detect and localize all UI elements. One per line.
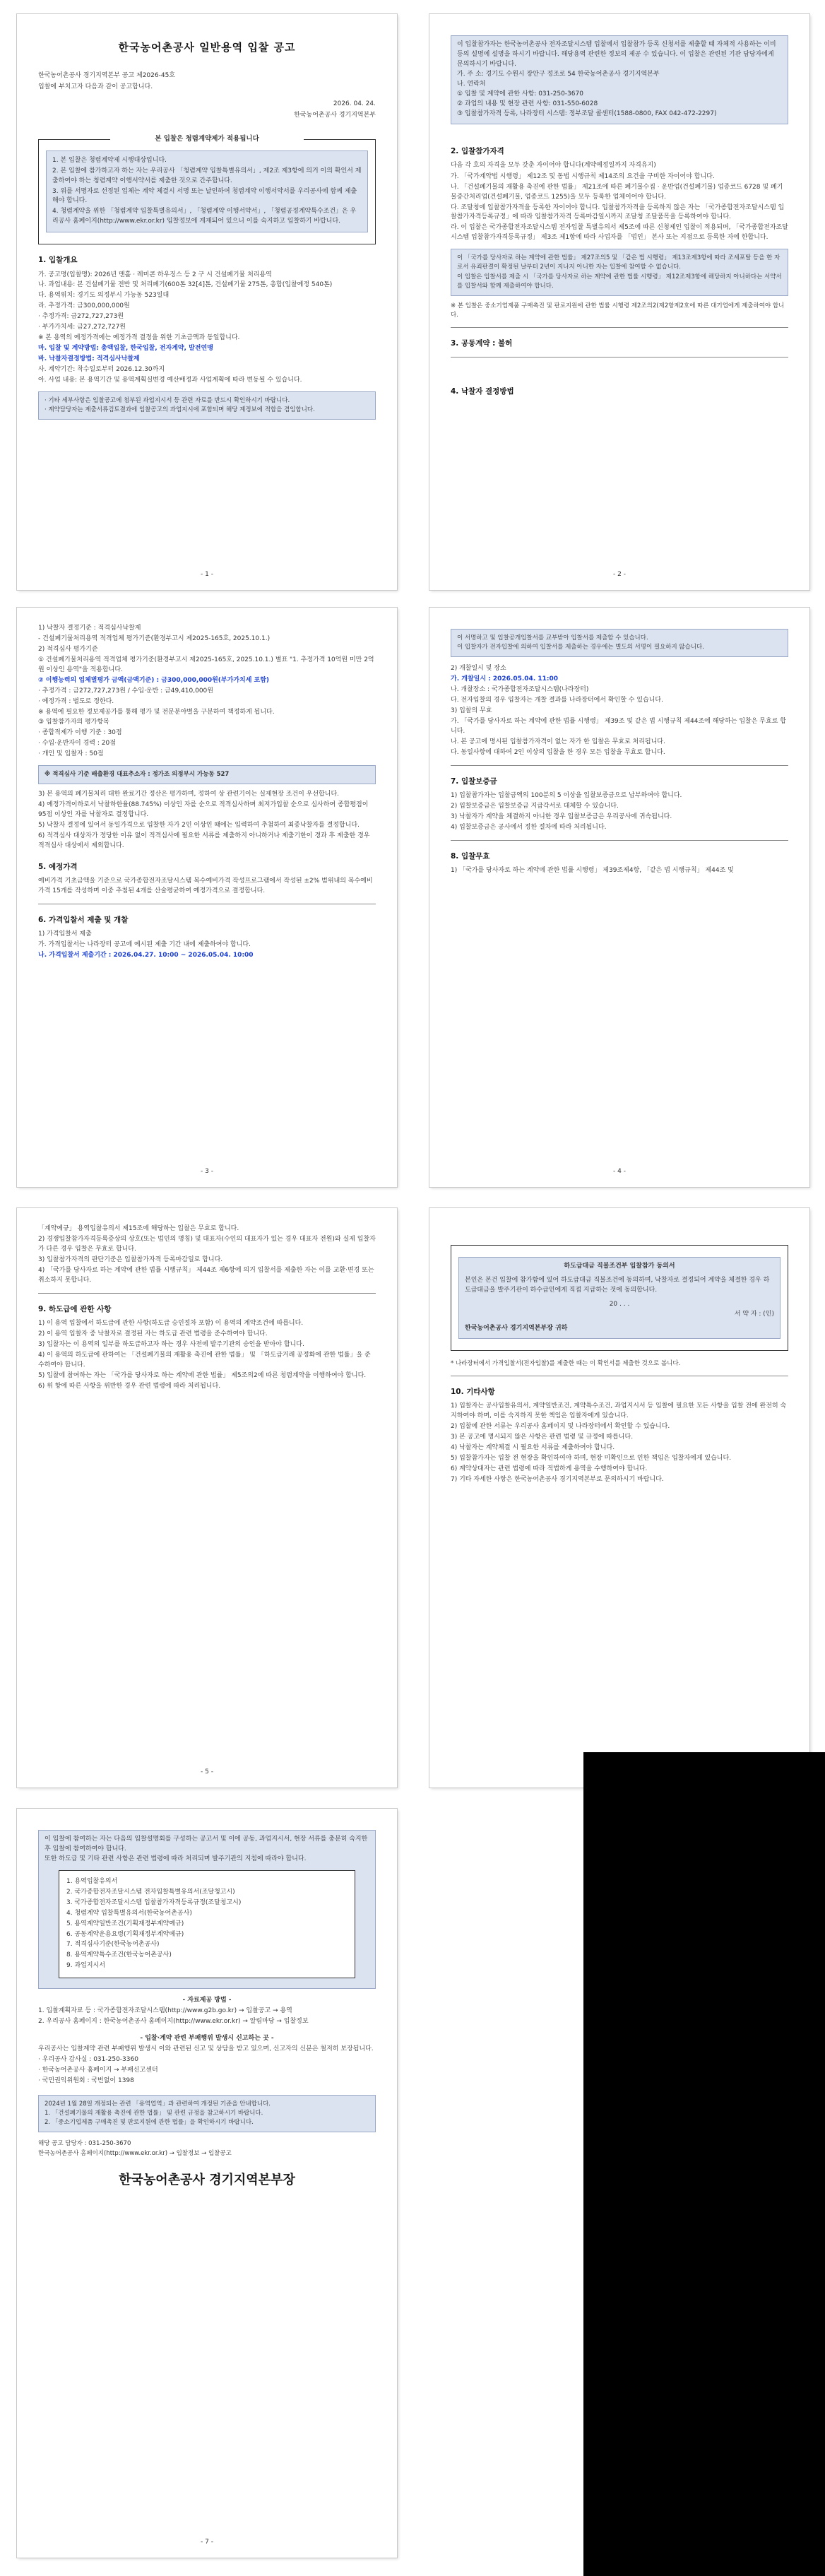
section-1-line: 나. 과업내용: 본 건설폐기물 전반 및 처리폐기(600톤 32[4]톤, 건설폐기물 275톤, 총합(입찰예정 540톤) [38, 281, 333, 289]
page-number: - 2 - [613, 571, 626, 579]
section-8-text: 1) 「국가를 당사자로 하는 계약에 관한 법률 시행령」 제39조제4항, 「같은 법 시행규칙」 제44조 및 [451, 867, 734, 875]
invalid-line: 4) 「국가를 당사자로 하는 계약에 관한 법률 시행규칙」 제44조 제6항에 의거 입찰서를 제출한 자는 이를 교환·변경 또는 취소하지 못합니다. [38, 1266, 374, 1284]
evaluation-line: · 예정가격 : 별도로 정한다. [38, 697, 114, 705]
section-7-line: 3) 낙찰자가 계약을 체결하지 아니한 경우 입찰보증금은 우리공사에 귀속됩니다. [451, 813, 672, 820]
contact-shade [451, 35, 788, 124]
section-1-line: 사. 계약기간: 착수일로부터 2026.12.30까지 [38, 365, 165, 373]
page-5 [17, 1208, 397, 1788]
evaluation-line: · 개인 및 입찰자 : 50점 [38, 750, 104, 758]
page-4 [429, 608, 809, 1187]
section-7-list [451, 791, 788, 833]
evaluation-line: ② 이행능력의 업체별평가 금액(금액기준) : 금300,000,000원(부가가치세 포함) [38, 676, 270, 684]
contact-line: ① 입찰 및 계약에 관한 사항: 031-250-3670 [457, 90, 583, 98]
opening-line: 3) 입찰의 무효 [451, 707, 492, 715]
contact-line: ② 과업의 내용 및 현장 관련 사항: 031-550-6028 [457, 100, 598, 107]
integrity-item: 1. 본 입찰은 청렴계약제 시행대상입니다. [52, 156, 167, 164]
section-7-line: 2) 입찰보증금은 입찰보증금 지급각서로 대체할 수 있습니다. [451, 802, 619, 810]
evaluation-shade: ※ 적격심사 기준 배출환경 대표추소자 : 정가조 의정부시 가능동 527 [38, 765, 376, 784]
evaluation-line: ① 건설폐기물처리용역 적격업체 평가기준(환경부고시 제2025-165호, 2025.10.1.) 별표 "1. 추정가격 10억원 미만 2억원 이상인 용역"을 적용합니다. [38, 656, 374, 673]
contact-line: 가. 주 소: 경기도 수원시 장안구 정조로 54 한국농어촌공사 경기지역본부 [457, 70, 660, 78]
issuer-name: 한국농어촌공사 경기지역본부 [294, 112, 376, 119]
consent-signer: 서 약 자 : (인) [734, 1310, 774, 1318]
section-2-note: ※ 본 입찰은 중소기업제품 구매촉진 및 판로지원에 관한 법률 시행령 제2조의2(제2항제2호에 따른 대기업에게 제출하여야 합니다. [451, 302, 785, 319]
divider [451, 765, 788, 766]
section-2-heading: 2. 입찰참가자격 [451, 146, 504, 155]
evaluation-line: - 건설폐기물처리용역 적격업체 평가기준(환경부고시 제2025-165호, 2025.10.1.) [38, 634, 271, 642]
section-9-line: 2) 이 용역 입찰자 중 낙찰자로 결정된 자는 하도급 관련 법령을 준수하여야 합니다. [38, 1330, 268, 1337]
section-2-list [451, 172, 788, 244]
footer-line: 해당 공고 담당자 : 031-250-3670 [38, 2140, 131, 2148]
document-item: 5. 용역계약일반조건(기획재정부계약예규) [66, 1920, 184, 1927]
section-1-heading: 1. 입찰개요 [38, 256, 78, 265]
divider [451, 327, 788, 328]
document-item: 7. 적격심사기준(한국농어촌공사) [66, 1941, 160, 1949]
page-number: - 5 - [201, 1768, 213, 1776]
section-3-heading: 3. 공동계약 : 불허 [451, 339, 513, 348]
section-2-item: 가. 「국가계약법 시행령」 제12조 및 동법 시행규칙 제14조의 요건을 구비한 자이어야 합니다. [451, 172, 715, 180]
page-number: - 4 - [613, 1168, 626, 1176]
section-1-list [38, 271, 376, 386]
section-7-line: 1) 입찰참가자는 입찰금액의 100분의 5 이상을 입찰보증금으로 납부하여야 합니다. [451, 792, 682, 800]
section-2-item: 다. 조달청에 입찰참가자격을 등록한 자이어야 합니다. 입찰참가자격을 등록하지 않은 자는 「국가종합전자조달시스템 입찰참가자격등록규정」에 따라 입찰참가자격 등록마감일시까지 조달청 조달품목을 등록하여야 합니다. [451, 203, 785, 221]
evaluation-line: 6) 적격심사 대상자가 정당한 이유 없이 적격심사에 필요한 서류를 제출하지 아니하거나 제출기한이 경과 후 제출한 경우 적격심사 대상에서 제외합니다. [38, 832, 370, 850]
report-list [38, 2045, 376, 2086]
consent-box [451, 1245, 788, 1351]
evaluation-line: · 추정가격 : 금272,727,273원 / 수입·운반 : 금49,410,000원 [38, 687, 213, 695]
page-number: - 1 - [201, 571, 213, 579]
section-9-line: 5) 입찰에 참여하는 자는 「국가를 당사자로 하는 계약에 관한 법률」 제5조의2에 따른 청렴계약을 이행하여야 합니다. [38, 1371, 367, 1379]
opening-line: 가. 개찰일시 : 2026.05.04. 11:00 [451, 675, 559, 683]
section-6-heading: 6. 가격입찰서 제출 및 개찰 [38, 916, 129, 925]
materials-list [38, 2007, 376, 2027]
evaluation-line: · 종합적제가 이행 기준 : 30점 [38, 729, 122, 737]
document-item: 9. 과업지시서 [66, 1962, 105, 1970]
contact-line: 나. 연락처 [457, 80, 486, 88]
integrity-item: 2. 본 입찰에 참가하고자 하는 자는 우리공사 「청렴계약 입찰특별유의서」, 제2조 제3항에 의거 이의 확인서 제출하여야 하는 청렴계약 이행서약서를 제출한 것으로 간주합니다. [52, 167, 362, 184]
integrity-item: 4. 청렴계약을 위한 「청렴계약 입찰특별유의서」, 「청렴계약 이행서약서」, 「청렴공정계약특수조건」은 우리공사 홈페이지(http://www.ekr.or.kr) 입찰정보에 게재되어 있으니 이를 숙지하고 입찰하기 바랍니다. [52, 208, 357, 225]
integrity-item: 3. 위를 서명자로 선정된 업체는 계약 체결시 서명 또는 날인하여 청렴계약 이행서약서를 우리공사에 함께 제출해야 합니다. [52, 187, 357, 205]
evaluation-line: 4) 예정가격이하로서 낙찰하한율(88.745%) 이상인 자를 순으로 적격심사하며 최저가입찰 순으로 심사하여 종합평점이 95점 이상인 자를 낙찰자로 결정합니다. [38, 801, 369, 819]
evaluation-list [38, 624, 376, 760]
section-10-line: 1) 입찰자는 공사입찰유의서, 계약일반조건, 계약특수조건, 과업지시서 등 입찰에 필요한 모든 사항을 입찰 전에 완전히 숙지하여야 하며, 이를 숙지하지 못한 책임은 입찰자에게 있습니다. [451, 1402, 787, 1419]
document-item: 4. 청렴계약 입찰특별유의서(한국농어촌공사) [66, 1909, 192, 1917]
section-9-line: 1) 이 용역 입찰에서 하도급에 관한 사항(하도급 승인절차 포함) 이 용역의 계약조건에 따릅니다. [38, 1319, 304, 1327]
opening-line: 나. 개찰장소 : 국가종합전자조달시스템(나라장터) [451, 686, 589, 694]
footer-line: 한국농어촌공사 홈페이지(http://www.ekr.or.kr) → 입찰정보 → 입찰공고 [38, 2150, 232, 2158]
page-1 [17, 14, 397, 590]
signature: 한국농어촌공사 경기지역본부장 [119, 2172, 295, 2187]
signature-shade: 이 서명하고 및 입찰공개입찰서를 교부받아 입찰서를 제출할 수 있습니다. 이 입찰자가 전자입찰에 의하여 입찰서를 제출하는 경우에는 별도의 서명이 필요하지 않습니다. [451, 629, 788, 657]
page-number: - 7 - [201, 2539, 213, 2546]
section-9-list [38, 1319, 376, 1392]
materials-line: 1. 입찰계획자료 등 : 국가종합전자조달시스템(http://www.g2b.go.kr) → 입찰공고 → 용역 [38, 2007, 292, 2015]
invalid-line: 「계약예규」 용역입찰유의서 제15조에 해당하는 입찰은 무효로 합니다. [38, 1225, 239, 1232]
page-2 [429, 14, 809, 590]
section-2-shade: 이 「국가를 당사자로 하는 계약에 관한 법률」 제27조의5 및 「같은 법 시행령」 제13조제3항에 따라 조세포탈 등을 한 자로서 유죄판결이 확정된 날부터 2년이 지나지 아니한 자는 입찰에 참여할 수 없습니다. 이 입찰은 입찰서를 제출 시 「국가를 당사자로 하는 계약에 관한 법률 시행령」 제12조제3항에 해당하지 아니하다는 서약서를 입찰서와 함께 제출하여야 합니다. [451, 249, 788, 296]
integrity-box [38, 135, 376, 244]
document-list [59, 1870, 355, 1978]
section-6-list [38, 930, 376, 961]
divider [38, 1293, 376, 1294]
section-5-text: 예비가격 기초금액을 기준으로 국가종합전자조달시스템 복수예비가격 작성프로그램에서 작성된 ±2% 범위내의 복수예비가격 15개를 작성하며 이중 추첨된 4개를 산술평균하여 예정가격으로 결정합니다. [38, 878, 373, 895]
materials-line: 2. 우리공사 홈페이지 : 한국농어촌공사 홈페이지(http://www.ekr.or.kr) → 알림마당 → 입찰정보 [38, 2018, 309, 2026]
evaluation-line: 1) 낙찰자 결정기준 : 적격심사낙찰제 [38, 625, 141, 632]
document-item: 8. 용역계약특수조건(한국농어촌공사) [66, 1951, 172, 1959]
blank-area [583, 1752, 825, 2576]
section-10-heading: 10. 기타사항 [451, 1387, 495, 1396]
section-6-line: 1) 가격입찰서 제출 [38, 930, 92, 938]
intro-text: 입찰에 부치고자 다음과 같이 공고합니다. [38, 83, 153, 91]
opening-line: 나. 본 공고에 명시된 입찰참가자격이 없는 자가 한 입찰은 무효로 처리됩니다. [451, 738, 665, 745]
evaluation-line: ③ 입찰참가자의 평가항목 [38, 719, 109, 726]
section-10-list [451, 1402, 788, 1485]
report-line: · 한국농어촌공사 홈페이지 → 부패신고센터 [38, 2066, 158, 2074]
section-1-line: 다. 용역위치: 경기도 의정부시 가능동 523일대 [38, 292, 170, 300]
section-10-line: 3) 본 공고에 명시되지 않은 사항은 관련 법령 및 규정에 따릅니다. [451, 1433, 634, 1441]
document-item: 3. 국가종합전자조달시스템 입찰참가자격등록규정(조달청고시) [66, 1898, 242, 1906]
invalid-line: 2) 경쟁입찰참가자격등록증상의 상호(또는 법인의 명칭) 및 대표자(수인의 대표자가 있는 경우 대표자 전원)와 실제 입찰자가 다른 경우 입찰은 무효로 합니다. [38, 1235, 376, 1253]
report-line: · 우리공사 감사실 : 031-250-3360 [38, 2055, 138, 2063]
page-number: - 3 - [201, 1168, 213, 1176]
evaluation-line: · 수입·운반자이 경력 : 20점 [38, 740, 116, 748]
integrity-items [46, 150, 368, 233]
invalid-list [38, 1224, 376, 1286]
section-2-item: 나. 「건설폐기물의 재활용 촉진에 관한 법률」 제21조에 따른 폐기물수집 · 운반업(건설폐기물) 업종코드 6728 및 폐기물중간처리업(건설폐기물, 업종코드 1255)을 모두 등록한 업체이어야 합니다. [451, 183, 783, 201]
section-10-line: 6) 계약상대자는 관련 법령에 따라 적법하게 용역을 수행하여야 합니다. [451, 1465, 648, 1472]
section-1-line: · 추정가격: 금272,727,273원 [38, 313, 124, 321]
section-10-line: 4) 낙찰자는 계약체결 시 필요한 서류를 제출하여야 합니다. [451, 1443, 615, 1451]
section-9-line: 4) 이 용역의 하도급에 관하여는 「건설폐기물의 재활용 촉진에 관한 법률」 및 「하도급거래 공정화에 관한 법률」을 준수하여야 합니다. [38, 1351, 371, 1369]
opening-line: 다. 전자입찰의 경우 입찰자는 개찰 결과를 나라장터에서 확인할 수 있습니다. [451, 697, 663, 704]
evaluation-line: ※ 용역에 필요한 정보제공가를 통해 평가 및 전문분야별을 구분하여 책정하게 됩니다. [38, 708, 275, 716]
divider [451, 840, 788, 841]
footer-list [38, 2139, 376, 2158]
opening-line: 2) 개찰일시 및 장소 [451, 665, 506, 673]
section-6-line: 나. 가격입찰서 제출기간 : 2026.04.27. 10:00 ~ 2026.05.04. 10:00 [38, 952, 254, 959]
section-5-heading: 5. 예정가격 [38, 862, 78, 871]
section-7-heading: 7. 입찰보증금 [451, 776, 497, 786]
contact-intro: 이 입찰참가자는 한국농어촌공사 전자조달시스템 입찰에서 입찰참가 등록 신청서를 제출할 때 자체적 사용하는 이비 등의 설명에 설명을 하시기 바랍니다. 해당용역 관련한 정보의 제공 수 있습니다. 이 입찰은 관련된 기관 담당자에게 문의하시기 바랍니다. [457, 41, 776, 68]
document-item: 6. 공동계약운용요령(기획재정부계약예규) [66, 1930, 184, 1938]
section-1-line: ※ 본 용역의 예정가격에는 예정가격 결정을 위한 기초금액과 동일합니다. [38, 334, 240, 342]
section-10-line: 7) 기타 자세한 사항은 한국농어촌공사 경기지역본부로 문의하시기 바랍니다. [451, 1475, 664, 1483]
document-item: 1. 용역입찰유의서 [66, 1877, 118, 1885]
section-1-line: 아. 사업 내용: 본 용역기간 및 용역계획실변경 예산배정과 사업계획에 따라 변동될 수 있습니다. [38, 376, 302, 384]
section-8-heading: 8. 입찰무효 [451, 851, 490, 861]
report-line: 우리공사는 입찰계약 관련 부패행위 발생시 이와 관련된 신고 및 상담을 받고 있으며, 신고자의 신분은 철저히 보장됩니다. [38, 2045, 374, 2052]
consent-note: * 나라장터에서 가격입찰서(전자입찰)를 제출한 때는 이 확인서를 제출한 것으로 봅니다. [451, 1359, 681, 1367]
page-6 [429, 1208, 809, 1788]
consent-text: 본인은 본건 입찰에 참가함에 있어 하도급대금 직불조건에 동의하며, 낙찰자로 결정되어 계약을 체결한 경우 하도급대금을 발주기관이 하수급인에게 직접 지급하는 것에 동의합니다. [465, 1276, 770, 1294]
opening-list [451, 664, 788, 757]
evaluation-line: 3) 본 용역의 폐기물처리 대한 완료기간 정산은 평가하며, 정하여 상 관련기이는 실제현장 조건이 우선합니다. [38, 791, 339, 798]
announcement-number: 한국농어촌공사 경기지역본부 공고 제2026-45호 [38, 72, 175, 80]
section-9-line: 6) 위 항에 따른 사항을 위반한 경우 관련 법령에 따라 처리됩니다. [38, 1382, 221, 1390]
consent-date: 20 . . . [609, 1300, 630, 1308]
section-7-line: 4) 입찰보증금은 공사에서 정한 절차에 따라 처리됩니다. [451, 823, 607, 831]
opening-line: 가. 「국가를 당사자로 하는 계약에 관한 법률 시행령」 제39조 및 같은 법 시행규칙 제44조에 해당하는 입찰은 무효로 합니다. [451, 718, 786, 735]
section-2-intro: 다음 각 호의 자격을 모두 갖춘 자이어야 합니다(계약예정일까지 자격유지) [451, 161, 656, 169]
section-1-line: 가. 공고명(입찰명): 2026년 맨홀 · 레미콘 하우징스 등 2 구 시 건설폐기물 처리용역 [38, 271, 272, 278]
section-4-heading: 4. 낙찰자 결정방법 [451, 386, 514, 396]
section-1-line: 바. 낙찰자결정방법: 적격심사낙찰제 [38, 355, 140, 363]
document-title: 한국농어촌공사 일반용역 입찰 공고 [118, 41, 296, 54]
notice-shade: 2024년 1월 28일 개정되는 관련 「용역업역」과 관련하여 개정된 기준을 안내합니다. 1. 「건설폐기물의 재활용 촉진에 관한 법률」 및 관련 규정을 참고하시기 바랍니다. 2. 「중소기업제품 구매촉진 및 판로지원에 관한 법률」을 확인하시기 바랍니다. [38, 2095, 376, 2133]
announcement-date: 2026. 04. 24. [333, 100, 376, 108]
section-1-line: 마. 입찰 및 계약방법: 총액입찰, 한국입찰, 전자계약, 발전연맹 [38, 345, 213, 353]
section-1-note: · 기타 세부사항은 입찰공고에 첨부된 과업지시서 등 관련 자료를 반드시 확인하시기 바랍니다. · 계약담당자는 제출서류검토결과에 입찰공고의 과업지시에 포함되며 해당 계정보에 적합을 겸임합니다. [38, 391, 376, 420]
document-item: 2. 국가종합전자조달시스템 전자입찰특별유의서(조달청고시) [66, 1888, 235, 1896]
documents-shade [38, 1830, 376, 1989]
report-title: - 입찰·계약 관련 부패행위 발생시 신고하는 곳 - [140, 2035, 274, 2043]
evaluation-list-2 [38, 790, 376, 851]
section-6-line: 가. 가격입찰서는 나라장터 공고에 예시된 제출 기간 내에 제출하여야 합니다. [38, 941, 251, 949]
section-1-line: · 부가가치세: 금27,272,727원 [38, 324, 126, 331]
integrity-box-title: 본 입찰은 청렴계약제가 적용됩니다 [110, 134, 304, 145]
section-9-heading: 9. 하도급에 관한 사항 [38, 1304, 112, 1313]
consent-shade [458, 1257, 781, 1339]
page-3 [17, 608, 397, 1187]
materials-title: - 자료제공 방법 - [182, 1997, 232, 2004]
section-2-item: 라. 이 입찰은 국가종합전자조달시스템 전자입찰 특별유의서 제5조에 따른 신청제인 입찰이 적용되며, 「국가종합전자조달시스템 입찰참가자격등록규정」 제3조 제1항에 따라 사업자를 「법인」 본사 또는 지점으로 등록한 자에 한합니다. [451, 224, 788, 242]
evaluation-line: 2) 적격심사 평가기준 [38, 645, 98, 653]
contact-line: ③ 입찰참가자격 등록, 나라장터 시스템: 정부조달 콜센터(1588-0800, FAX 042-472-2297) [457, 110, 717, 117]
page-7 [17, 1809, 397, 2558]
consent-title: 하도급대금 직불조건부 입찰참가 동의서 [564, 1263, 675, 1270]
section-10-line: 2) 입찰에 관한 서류는 우리공사 홈페이지 및 나라장터에서 확인할 수 있습니다. [451, 1422, 670, 1430]
evaluation-line: 5) 낙찰자 결정에 있어서 동일가격으로 입찰한 자가 2인 이상인 때에는 입력하여 추첨하여 최종낙찰자를 결정합니다. [38, 822, 360, 829]
documents-intro: 이 입찰에 참여하는 자는 다음의 입찰설명회를 구성하는 공고서 및 이에 공동, 과업지시서, 현장 서류를 충분히 숙지한 후 입찰에 참여하여야 합니다. 또한 하도급 및 기타 관련 사항은 관련 법령에 따라 처리되며 발주기관의 지침에 따라야 합니다. [44, 1836, 368, 1862]
consent-recipient: 한국농어촌공사 경기지역본부장 귀하 [465, 1324, 568, 1332]
invalid-line: 3) 입찰참가자격의 판단기준은 입찰참가자격 등록마감일로 합니다. [38, 1255, 223, 1263]
section-1-line: 라. 추정가격: 금300,000,000원 [38, 302, 130, 310]
section-10-line: 5) 입찰참가자는 입찰 전 현장을 확인하여야 하며, 현장 미확인으로 인한 책임은 입찰자에게 있습니다. [451, 1454, 732, 1462]
report-line: · 국민권익위원회 : 국번없이 1398 [38, 2076, 134, 2084]
section-9-line: 3) 입찰자는 이 용역의 일부를 하도급하고자 하는 경우 사전에 발주기관의 승인을 받아야 합니다. [38, 1340, 304, 1348]
opening-line: 다. 동일사항에 대하여 2인 이상의 입찰을 한 경우 모든 입찰을 무효로 합니다. [451, 748, 665, 756]
divider [451, 357, 788, 358]
